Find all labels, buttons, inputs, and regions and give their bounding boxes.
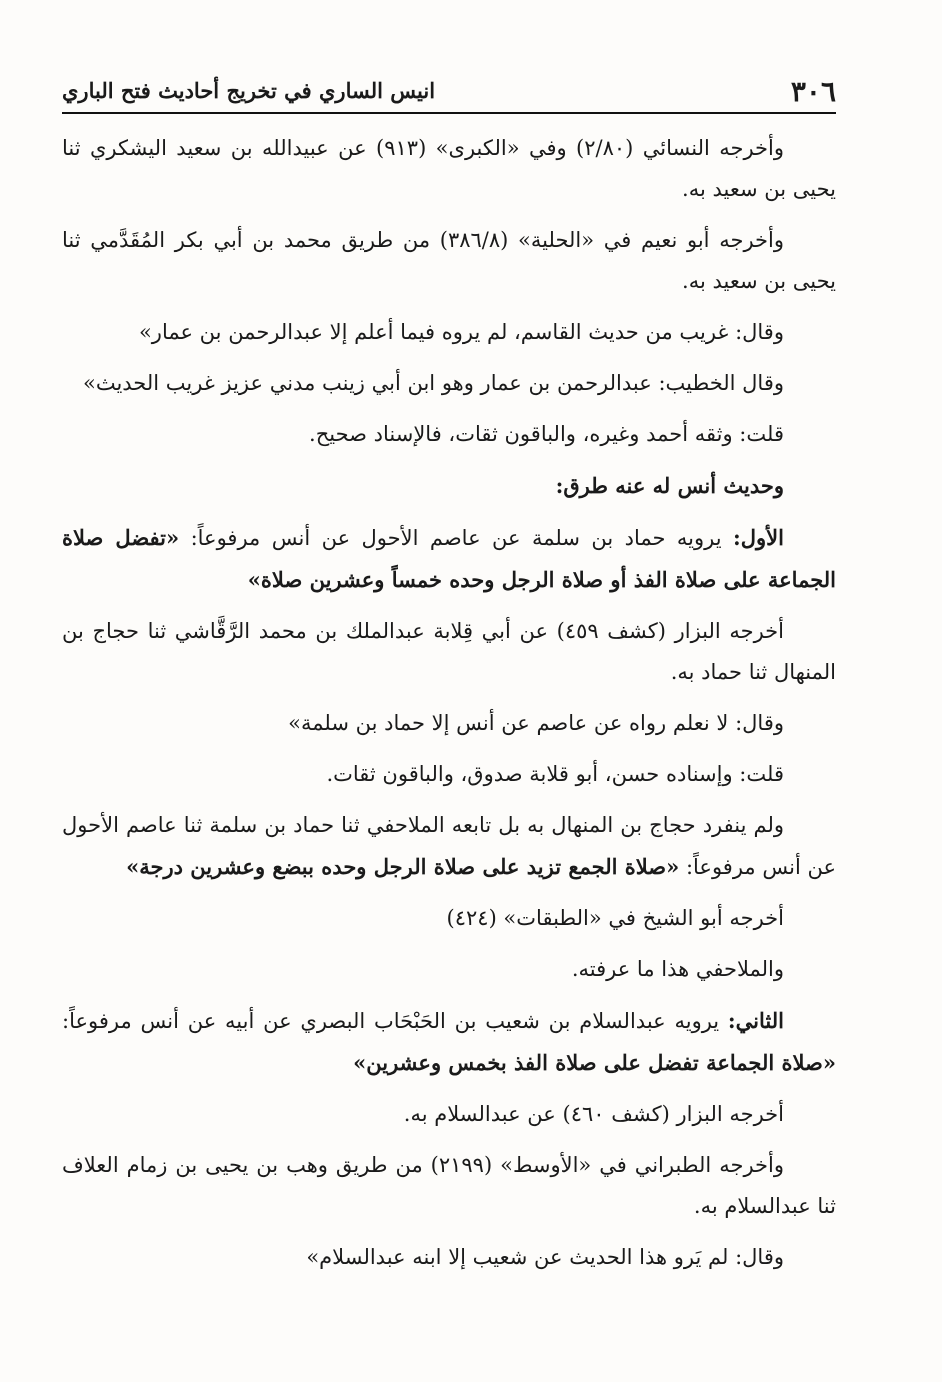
hadith-text: «صلاة الجمع تزيد على صلاة الرجل وحده ببضع وعشرين درجة» (126, 854, 680, 879)
paragraph: الثاني: يرويه عبدالسلام بن شعيب بن الحَبْحَاب البصري عن أبيه عن أنس مرفوعاً: «صلاة الجماعة تفضل على صلاة الفذ بخمس وعشرين» (62, 1008, 836, 1075)
paragraph: قلت: وثقه أحمد وغيره، والباقون ثقات، فالإسناد صحيح. (309, 422, 784, 446)
paragraph: ولم ينفرد حجاج بن المنهال به بل تابعه الملاحفي ثنا حماد بن سلمة ثنا عاصم الأحول عن أنس مرفوعاً: «صلاة الجمع تزيد على صلاة الرجل وحده ببضع وعشرين درجة» (62, 813, 836, 879)
paragraph: الأول: يرويه حماد بن سلمة عن عاصم الأحول عن أنس مرفوعاً: «تفضل صلاة الجماعة على صلاة الفذ أو صلاة الرجل وحده خمساً وعشرين صلاة» (62, 525, 836, 592)
paragraph: وأخرجه أبو نعيم في «الحلية» (٣٨٦/٨) من طريق محمد بن أبي بكر المُقَدَّمي ثنا يحيى بن سعيد به. (62, 228, 836, 293)
paragraph: وقال: غريب من حديث القاسم، لم يروه فيما أعلم إلا عبدالرحمن بن عمار» (138, 320, 784, 344)
page-header (62, 70, 836, 114)
route-label: الثاني: (727, 1008, 784, 1033)
paragraph: وقال الخطيب: عبدالرحمن بن عمار وهو ابن أبي زينب مدني عزيز غريب الحديث» (82, 371, 784, 395)
paragraph: أخرجه البزار (كشف ٤٥٩) عن أبي قِلابة عبدالملك بن محمد الرَّقَّاشي ثنا حجاج بن المنهال ثنا حماد به. (62, 619, 836, 684)
hadith-text: «صلاة الجماعة تفضل على صلاة الفذ بخمس وعشرين» (353, 1050, 836, 1075)
paragraph: وأخرجه النسائي (٢/٨٠) وفي «الكبرى» (٩١٣) عن عبيدالله بن سعيد اليشكري ثنا يحيى بن سعيد به. (62, 136, 836, 201)
section-heading: وحديث أنس له عنه طرق: (555, 473, 784, 498)
hadith-text: «تفضل صلاة الجماعة على صلاة الفذ أو صلاة الرجل وحده خمساً وعشرين صلاة» (62, 525, 836, 592)
paragraph: أخرجه أبو الشيخ في «الطبقات» (٤٢٤) (446, 906, 784, 930)
route-label: الأول: (733, 525, 784, 550)
page-body (62, 128, 836, 1288)
running-title: انيس الساري في تخريج أحاديث فتح الباري (62, 78, 436, 103)
paragraph: وقال: لا نعلم رواه عن عاصم عن أنس إلا حماد بن سلمة» (288, 711, 784, 735)
paragraph: وقال: لم يَرو هذا الحديث عن شعيب إلا ابنه عبدالسلام» (306, 1245, 784, 1269)
paragraph: والملاحفي هذا ما عرفته. (571, 957, 784, 981)
paragraph: قلت: وإسناده حسن، أبو قلابة صدوق، والباقون ثقات. (326, 762, 784, 786)
paragraph: أخرجه البزار (كشف ٤٦٠) عن عبدالسلام به. (403, 1102, 784, 1126)
page-number: ٣٠٦ (790, 75, 836, 108)
paragraph: وأخرجه الطبراني في «الأوسط» (٢١٩٩) من طريق وهب بن يحيى بن زمام العلاف ثنا عبدالسلام به. (62, 1153, 836, 1218)
